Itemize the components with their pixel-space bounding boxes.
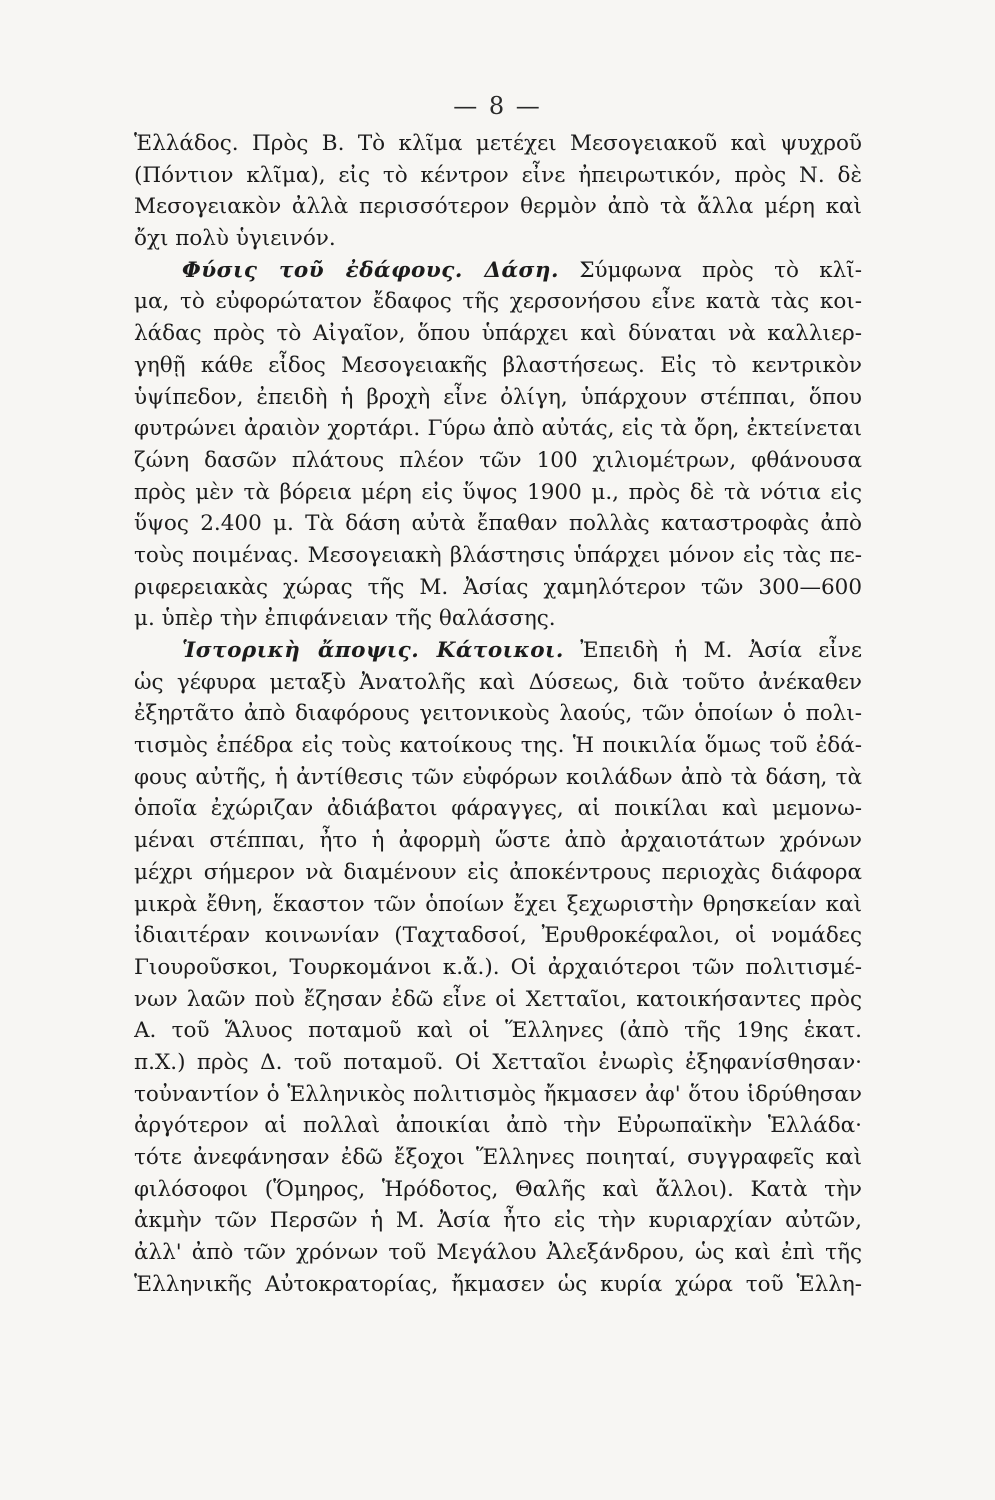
text-line: λάδας πρὸς τὸ Αἰγαῖον, ὅπου ὑπάρχει καὶ δύναται νὰ καλλιερ- <box>134 321 862 347</box>
text-line: ριφερειακὰς χώρας τῆς Μ. Ἀσίας χαμηλότερον τῶν 300—600 <box>134 574 862 600</box>
text-line: ὁποῖα ἐχώριζαν ἀδιάβατοι φάραγγες, αἱ ποικίλαι καὶ μεμονω- <box>134 796 862 822</box>
text-line: τοὺς ποιμένας. Μεσογειακὴ βλάστησις ὑπάρχει μόνον εἰς τὰς πε- <box>134 542 862 568</box>
text-line: τοὐναντίον ὁ Ἑλληνικὸς πολιτισμὸς ἤκμασεν ἀφ' ὅτου ἱδρύθησαν <box>134 1081 862 1107</box>
text-line: (Πόντιον κλῖμα), εἰς τὸ κέντρον εἶνε ἠπειρωτικόν, πρὸς Ν. δὲ <box>134 162 862 188</box>
text-line: Ἑλληνικῆς Αὐτοκρατορίας, ἤκμασεν ὡς κυρία χώρα τοῦ Ἑλλη- <box>134 1271 862 1297</box>
text-line: γηθῇ κάθε εἶδος Μεσογειακῆς βλαστήσεως. Εἰς τὸ κεντρικὸν <box>134 352 862 378</box>
text-line: ἐξηρτᾶτο ἀπὸ διαφόρους γειτονικοὺς λαούς, τῶν ὁποίων ὁ πολι- <box>134 701 862 727</box>
text-line: τότε ἀνεφάνησαν ἐδῶ ἔξοχοι Ἕλληνες ποιηταί, συγγραφεῖς καὶ <box>134 1145 862 1170</box>
section-line-history <box>134 635 862 667</box>
text-line: π.Χ.) πρὸς Δ. τοῦ ποταμοῦ. Οἱ Χετταῖοι ἐνωρὶς ἐξηφανίσθησαν· <box>134 1049 862 1075</box>
text-line: μέχρι σήμερον νὰ διαμένουν εἰς ἀποκέντρους περιοχὰς διάφορα <box>134 859 862 885</box>
text-line: ὕψος 2.400 μ. Τὰ δάση αὐτὰ ἔπαθαν πολλὰς καταστροφὰς ἀπὸ <box>134 511 862 537</box>
text-line: ὡς γέφυρα μεταξὺ Ἀνατολῆς καὶ Δύσεως, διὰ τοῦτο ἀνέκαθεν <box>134 669 862 695</box>
text-line: πρὸς μὲν τὰ βόρεια μέρη εἰς ὕψος 1900 μ., πρὸς δὲ τὰ νότια εἰς <box>134 479 862 505</box>
text-line: μέναι στέππαι, ἦτο ἡ ἀφορμὴ ὥστε ἀπὸ ἀρχαιοτάτων χρόνων <box>134 828 862 854</box>
text-line: μα, τὸ εὐφορώτατον ἔδαφος τῆς χερσονήσου εἶνε κατὰ τὰς κοι- <box>134 289 862 315</box>
page-number: — 8 — <box>453 92 542 120</box>
section-heading-soil-forests: Φύσις τοῦ ἐδάφους. Δάση. <box>182 257 560 283</box>
text-line: Ἑλλάδος. Πρὸς Β. Τὸ κλῖμα μετέχει Μεσογειακοῦ καὶ ψυχροῦ <box>134 131 862 156</box>
text-line: μικρὰ ἔθνη, ἕκαστον τῶν ὁποίων ἔχει ξεχωριστὴν θρησκείαν καὶ <box>134 891 862 917</box>
text-line: μ. ὑπὲρ τὴν ἐπιφάνειαν τῆς θαλάσσης. <box>134 606 556 632</box>
text-line: ὄχι πολὺ ὑγιεινόν. <box>134 226 336 252</box>
text-line: ἰδιαιτέραν κοινωνίαν (Ταχταδσοί, Ἐρυθροκέφαλοι, οἱ νομάδες <box>134 923 862 949</box>
section-line-soil <box>134 255 862 287</box>
text-fragment: Σύμφωνα πρὸς τὸ κλῖ- <box>559 257 862 283</box>
text-fragment: Ἐπειδὴ ἡ Μ. Ἀσία εἶνε <box>563 638 862 663</box>
text-line: ἀκμὴν τῶν Περσῶν ἡ Μ. Ἀσία ἦτο εἰς τὴν κυριαρχίαν αὐτῶν, <box>134 1208 862 1234</box>
text-line: φους αὐτῆς, ἡ ἀντίθεσις τῶν εὐφόρων κοιλάδων ἀπὸ τὰ δάση, τὰ <box>134 764 862 790</box>
text-line: νων λαῶν ποὺ ἔζησαν ἐδῶ εἶνε οἱ Χετταῖοι, κατοικήσαντες πρὸς <box>134 986 862 1012</box>
body-text <box>134 128 862 1300</box>
text-line: ἀργότερον αἱ πολλαὶ ἀποικίαι ἀπὸ τὴν Εὐρωπαϊκὴν Ἑλλάδα· <box>134 1113 862 1139</box>
text-line: τισμὸς ἐπέδρα εἰς τοὺς κατοίκους της. Ἡ ποικιλία ὅμως τοῦ ἐδά- <box>134 733 862 759</box>
text-line: Γιουροῦσκοι, Τουρκομάνοι κ.ἄ.). Οἱ ἀρχαιότεροι τῶν πολιτισμέ- <box>134 954 862 980</box>
text-line: φυτρώνει ἀραιὸν χορτάρι. Γύρω ἀπὸ αὐτάς, εἰς τὰ ὄρη, ἐκτείνεται <box>134 416 862 442</box>
text-line: Μεσογειακὸν ἀλλὰ περισσότερον θερμὸν ἀπὸ τὰ ἄλλα μέρη καὶ <box>134 194 862 220</box>
text-line: Α. τοῦ Ἅλυος ποταμοῦ καὶ οἱ Ἕλληνες (ἀπὸ τῆς 19ης ἑκατ. <box>134 1018 862 1044</box>
text-line: φιλόσοφοι (Ὅμηρος, Ἡρόδοτος, Θαλῆς καὶ ἄλλοι). Κατὰ τὴν <box>134 1176 862 1202</box>
text-line: ἀλλ' ἀπὸ τῶν χρόνων τοῦ Μεγάλου Ἀλεξάνδρου, ὡς καὶ ἐπὶ τῆς <box>134 1240 862 1266</box>
section-heading-history-inhabitants: Ἱστορικὴ ἄποψις. Κάτοικοι. <box>182 638 564 663</box>
text-line: ζώνη δασῶν πλάτους πλέον τῶν 100 χιλιομέτρων, φθάνουσα <box>134 447 862 473</box>
text-line: ὑψίπεδον, ἐπειδὴ ἡ βροχὴ εἶνε ὀλίγη, ὑπάρχουν στέππαι, ὅπου <box>134 384 862 410</box>
